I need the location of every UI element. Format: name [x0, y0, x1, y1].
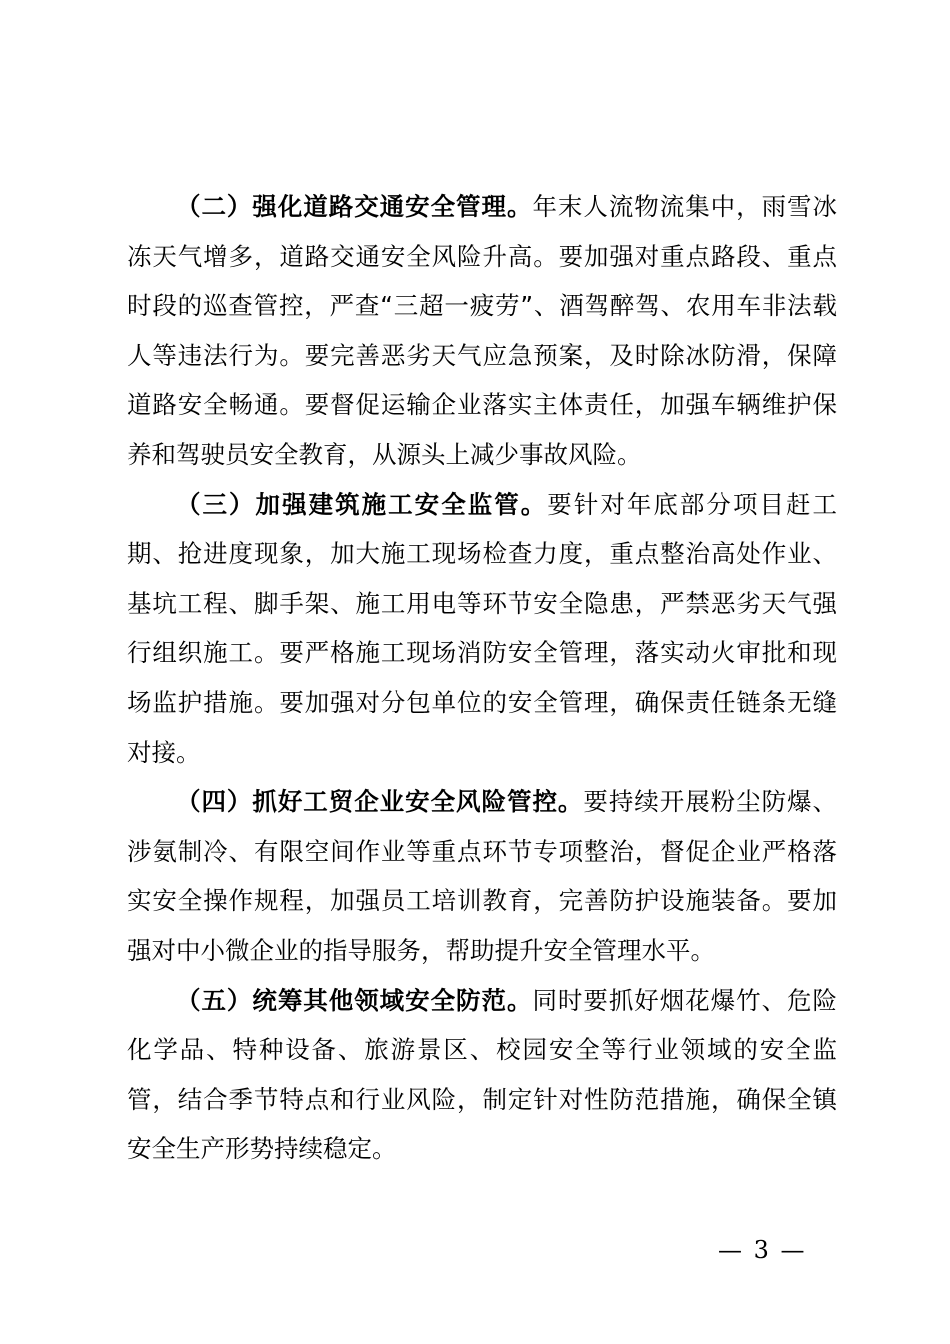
- section-heading: （三）加强建筑施工安全监管。: [176, 489, 548, 519]
- section-heading: （二）强化道路交通安全管理。: [176, 192, 533, 221]
- section-body: 同时要抓好烟花爆竹、危险化学品、特种设备、旅游景区、校园安全等行业领域的安全监管，结合季节特点和行业风险，制定针对性防范措施，确保全镇安全生产形势持续稳定。: [127, 985, 838, 1164]
- section-industry-trade: [127, 777, 837, 975]
- document-body: [127, 182, 837, 1174]
- section-construction: [127, 480, 837, 778]
- section-other-fields: [127, 976, 837, 1174]
- section-heading: （五）统筹其他领域安全防范。: [176, 985, 533, 1015]
- section-heading: （四）抓好工贸企业安全风险管控。: [176, 787, 584, 817]
- section-road-traffic: [127, 182, 837, 480]
- section-body: 年末人流物流集中，雨雪冰冻天气增多，道路交通安全风险升高。要加强对重点路段、重点时段的巡查管控，严查“三超一疲劳”、酒驾醉驾、农用车非法载人等违法行为。要完善恶劣天气应急预案，及时除冰防滑，保障道路安全畅通。要督促运输企业落实主体责任，加强车辆维护保养和驾驶员安全教育，从源头上减少事故风险。: [127, 192, 838, 469]
- page-number: — 3 —: [718, 1236, 807, 1264]
- section-body: 要针对年底部分项目赶工期、抢进度现象，加大施工现场检查力度，重点整治高处作业、基坑工程、脚手架、施工用电等环节安全隐患，严禁恶劣天气强行组织施工。要严格施工现场消防安全管理，落实动火审批和现场监护措施。要加强对分包单位的安全管理，确保责任链条无缝对接。: [127, 489, 838, 767]
- section-body: 要持续开展粉尘防爆、涉氨制冷、有限空间作业等重点环节专项整治，督促企业严格落实安全操作规程，加强员工培训教育，完善防护设施装备。要加强对中小微企业的指导服务，帮助提升安全管理水平。: [127, 787, 837, 965]
